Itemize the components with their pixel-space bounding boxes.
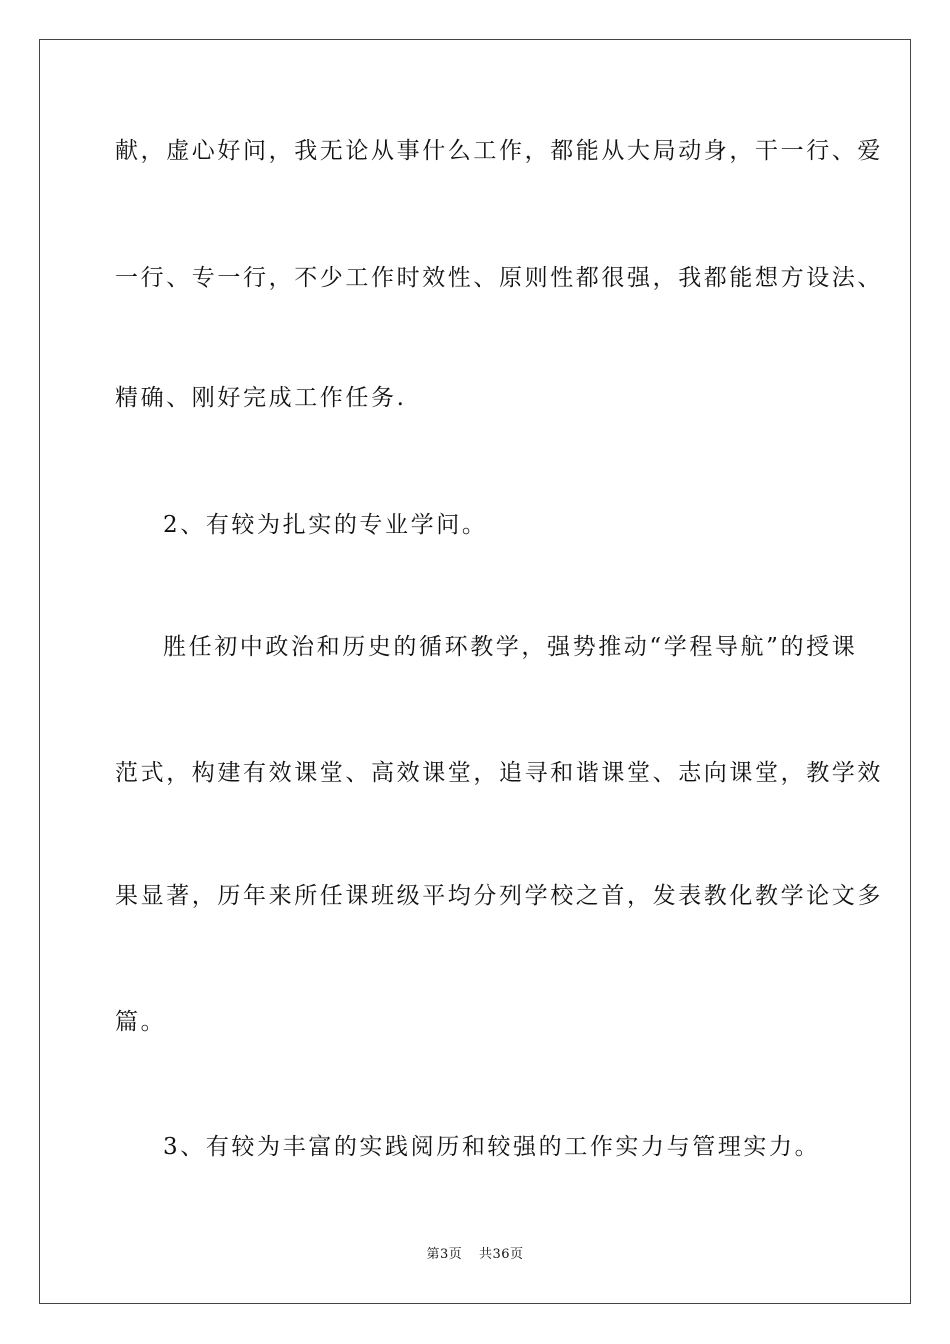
paragraph-2-line-2: 范式，构建有效课堂、高效课堂，追寻和谐课堂、志向课堂，教学效 <box>115 760 883 786</box>
page-border <box>39 39 911 1304</box>
page-number-current: 第3页 <box>426 1247 463 1262</box>
paragraph-2-line-3: 果显著，历年来所任课班级平均分列学校之首，发表教化教学论文多 <box>115 883 883 909</box>
section-heading-2: 2、有较为扎实的专业学问。 <box>163 512 488 538</box>
paragraph-2-line-4: 篇。 <box>115 1009 167 1035</box>
page-footer <box>0 1246 950 1264</box>
body-line-1: 献，虚心好问，我无论从事什么工作，都能从大局动身，干一行、爱 <box>115 138 883 164</box>
body-line-2: 一行、专一行，不少工作时效性、原则性都很强，我都能想方设法、 <box>115 265 883 291</box>
page-number-total: 共36页 <box>478 1247 524 1262</box>
body-line-3: 精确、刚好完成工作任务. <box>115 385 407 411</box>
section-heading-3: 3、有较为丰富的实践阅历和较强的工作实力与管理实力。 <box>163 1134 821 1160</box>
paragraph-2-line-1: 胜任初中政治和历史的循环教学，强势推动“学程导航”的授课 <box>163 634 858 660</box>
